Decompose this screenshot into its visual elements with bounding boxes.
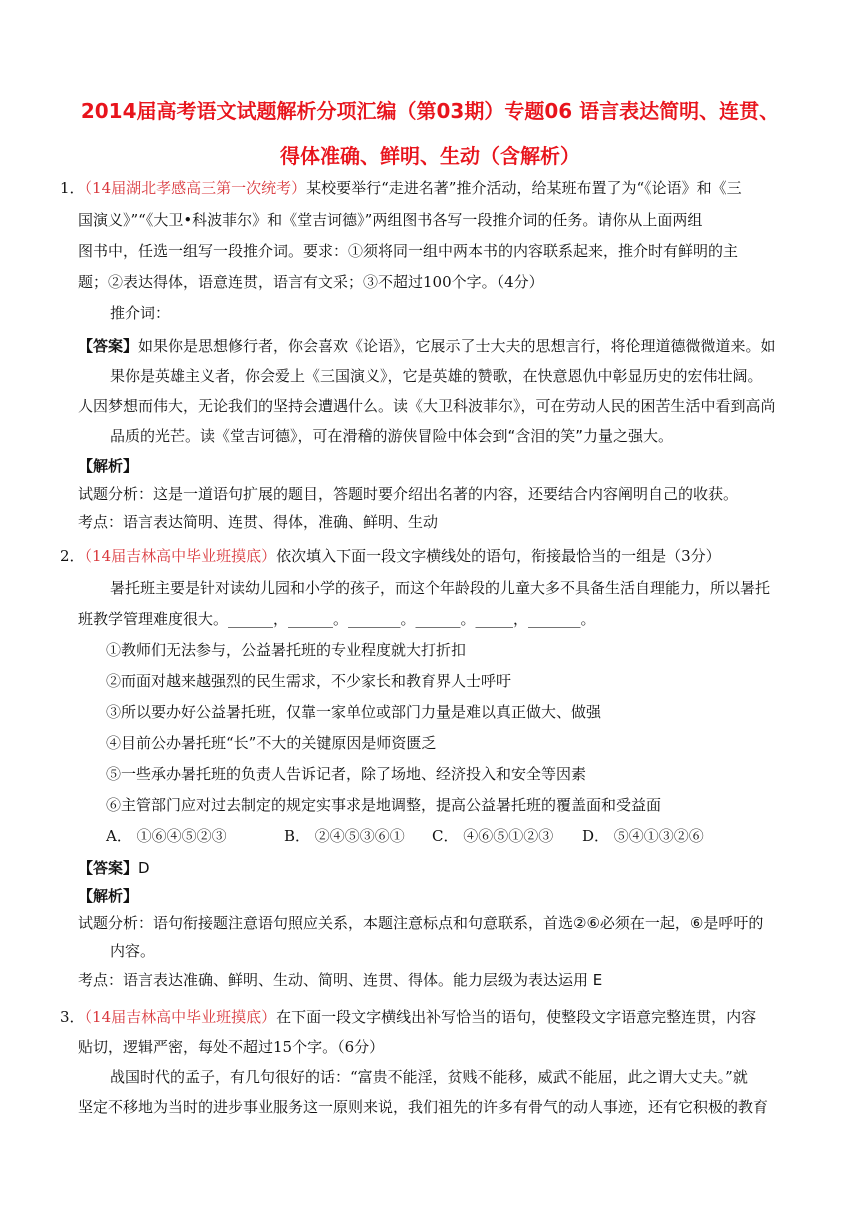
question-1-prompt: 推介词： xyxy=(110,304,171,322)
question-1-answer-line-2: 果你是英雄主义者，你会爱上《三国演义》，它是英雄的赞歌，在快意恩仇中彰显历史的宏伟壮阔。 xyxy=(110,367,763,385)
question-1-number: 1． xyxy=(60,179,85,197)
question-2-text-start: 依次填入下面一段文字横线处的语句，衔接最恰当的一组是（3分） xyxy=(276,547,721,565)
question-1-line-3: 图书中，任选一组写一段推介词。要求：①须将同一组中两本书的内容联系起来，推介时有鲜明的主 xyxy=(78,242,739,260)
question-2-answer-value: D xyxy=(138,859,150,877)
question-3-line-1 xyxy=(60,1007,756,1027)
question-1-analysis: 试题分析：这是一道语句扩展的题目，答题时要介绍出名著的内容，还要结合内容阐明自己的收获。 xyxy=(78,485,739,503)
question-2-item-1: ①教师们无法参与，公益暑托班的专业程度就大打折扣 xyxy=(106,641,467,659)
document-title-line-1: 2014届高考语文试题解析分项汇编（第03期）专题06 语言表达简明、连贯、 xyxy=(80,99,780,123)
question-1-line-4: 题；②表达得体，语意连贯，语言有文采；③不超过100个字。（4分） xyxy=(78,273,544,291)
question-2-analysis-line-1: 试题分析：语句衔接题注意语句照应关系，本题注意标点和句意联系，首选②⑥必须在一起，⑥是呼吁的 xyxy=(78,914,764,932)
question-1-answer-line-3: 人因梦想而伟大，无论我们的坚持会遭遇什么。读《大卫科波菲尔》，可在劳动人民的困苦生活中看到高尚 xyxy=(78,397,776,415)
question-3-text-start: 在下面一段文字横线出补写恰当的语句，使整段文字语意完整连贯，内容 xyxy=(276,1008,757,1026)
question-1-answer-line-1 xyxy=(78,336,776,356)
question-2-item-3: ③所以要办好公益暑托班，仅靠一家单位或部门力量是难以真正做大、做强 xyxy=(106,703,602,721)
question-3-number: 3． xyxy=(60,1008,85,1026)
question-2-item-4: ④目前公办暑托班“长”不大的关键原因是师资匮乏 xyxy=(106,734,437,752)
question-2-option-b: B． ②④⑤③⑥① xyxy=(284,827,405,845)
question-3-passage-line-2: 坚定不移地为当时的进步事业服务这一原则来说，我们祖先的许多有骨气的动人事迹，还有它积极的教育 xyxy=(78,1098,769,1116)
question-2-passage-line-1: 暑托班主要是针对读幼儿园和小学的孩子，而这个年龄段的儿童大多不具备生活自理能力，所以暑托 xyxy=(110,579,771,597)
question-1-line-1 xyxy=(60,178,742,198)
question-1-source: （14届湖北孝感高三第一次统考） xyxy=(84,179,307,197)
question-1-analysis-tag: 【解析】 xyxy=(78,457,139,475)
question-2-line-1 xyxy=(60,546,721,566)
answer-tag: 【答案】 xyxy=(78,859,139,877)
question-1-answer-text: 如果你是思想修行者，你会喜欢《论语》，它展示了士大夫的思想言行，将伦理道德微微道来。如 xyxy=(138,337,776,355)
question-2-answer xyxy=(78,858,150,878)
question-1-answer-line-4: 品质的光芒。读《堂吉诃德》，可在滑稽的游侠冒险中体会到“含泪的笑”力量之强大。 xyxy=(110,427,674,445)
question-2-knowledge-point: 考点：语言表达准确、鲜明、生动、简明、连贯、得体。能力层级为表达运用 E xyxy=(78,971,603,989)
question-2-item-2: ②而面对越来越强烈的民生需求，不少家长和教育界人士呼吁 xyxy=(106,672,512,690)
question-2-option-d: D． ⑤④①③②⑥ xyxy=(582,827,704,845)
question-1-text-start: 某校要举行“走进名著”推介活动，给某班布置了为“《论语》和《三 xyxy=(306,179,742,197)
document-title-line-2: 得体准确、鲜明、生动（含解析） xyxy=(280,144,580,168)
question-1-knowledge-point: 考点：语言表达简明、连贯、得体，准确、鲜明、生动 xyxy=(78,513,439,531)
question-2-passage-line-2: 班教学管理难度很大。______，______。_______。______。_____，_______。 xyxy=(78,610,596,628)
question-2-source: （14届吉林高中毕业班摸底） xyxy=(84,547,277,565)
question-2-analysis-line-2: 内容。 xyxy=(110,942,156,960)
question-2-analysis-tag: 【解析】 xyxy=(78,887,139,905)
question-1-line-2: 国演义》”“《大卫•科波菲尔》和《堂吉诃德》”两组图书各写一段推介词的任务。请你从上面两组 xyxy=(78,211,703,229)
question-3-line-2: 贴切，逻辑严密，每处不超过15个字。（6分） xyxy=(78,1038,385,1056)
question-2-item-6: ⑥主管部门应对过去制定的规定实事求是地调整，提高公益暑托班的覆盖面和受益面 xyxy=(106,796,662,814)
question-3-passage-line-1: 战国时代的孟子，有几句很好的话：“富贵不能淫，贫贱不能移，威武不能屈，此之谓大丈夫。”就 xyxy=(110,1068,748,1086)
question-2-number: 2． xyxy=(60,547,85,565)
question-3-source: （14届吉林高中毕业班摸底） xyxy=(84,1008,277,1026)
question-2-option-c: C． ④⑥⑤①②③ xyxy=(432,827,554,845)
answer-tag: 【答案】 xyxy=(78,337,139,355)
question-2-item-5: ⑤一些承办暑托班的负责人告诉记者，除了场地、经济投入和安全等因素 xyxy=(106,765,587,783)
question-2-option-a: A． ①⑥④⑤②③ xyxy=(106,827,227,845)
